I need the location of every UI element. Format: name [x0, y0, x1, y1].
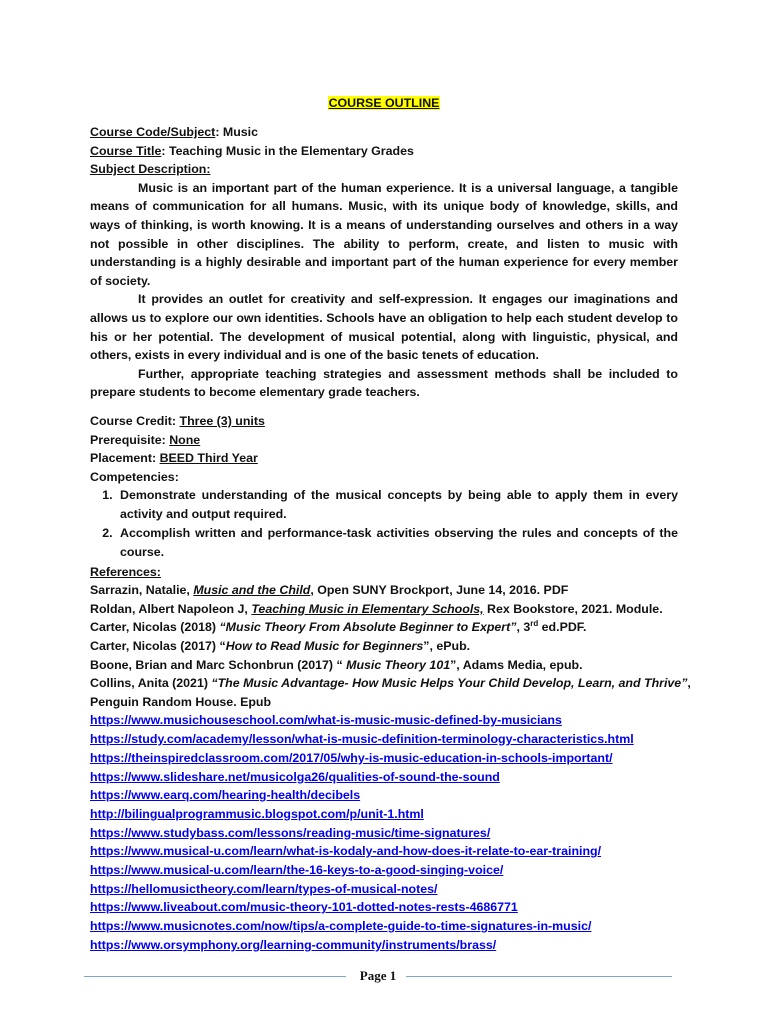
- description-paragraph-1: Music is an important part of the human experience. It is a universal language, a tangible means of communication for all humans. Music, with its unique body of knowledge, skills, and ways of thinking, is worth knowing. It is a means of understanding ourselves and others in a way not possible in other disciplines. The ability to perform, create, and listen to music with understanding is a highly desirable and important part of the human experience for every member of society.: [90, 180, 678, 288]
- subject-description-label: Subject Description:: [90, 162, 211, 177]
- reference-title: Music and the Child: [193, 583, 311, 598]
- reference-link[interactable]: https://theinspiredclassroom.com/2017/05/why-is-music-education-in-schools-important/: [90, 750, 613, 765]
- title-wrap: [90, 94, 678, 114]
- reference-link[interactable]: https://www.orsymphony.org/learning-community/instruments/brass/: [90, 937, 497, 952]
- course-title-line: [90, 142, 678, 161]
- reference-link[interactable]: https://www.liveabout.com/music-theory-101-dotted-notes-rests-4686771: [90, 900, 518, 915]
- course-title-value: : Teaching Music in the Elementary Grades: [161, 143, 414, 158]
- reference-author: Collins, Anita (2021): [90, 676, 212, 691]
- reference-link[interactable]: https://study.com/academy/lesson/what-is-music-definition-terminology-characteristics.html: [90, 732, 634, 747]
- reference-author: Carter, Nicolas (2018): [90, 620, 220, 635]
- references-label: References:: [90, 564, 161, 579]
- course-credit-value: Three (3) units: [179, 413, 265, 428]
- description-paragraph-2: It provides an outlet for creativity and self-expression. It engages our imaginations and allows us to explore our own identities. Schools have an obligation to help each student develop to his or her potential. The development of musical potential, along with linguistic, physical, and others, exists in every individual and is one of the basic tenets of education.: [90, 292, 678, 363]
- reference-item: [90, 674, 691, 693]
- reference-title: Teaching Music in Elementary Schools,: [251, 601, 484, 616]
- course-credit-line: [90, 412, 678, 431]
- reference-item-continued: Penguin Random House. Epub: [90, 694, 272, 709]
- competency-item: 1. Demonstrate understanding of the musical concepts by being able to apply them in every activity and output required.: [116, 486, 678, 523]
- reference-item: [90, 637, 678, 656]
- competencies-list: [90, 486, 678, 561]
- reference-item: [90, 600, 678, 619]
- footer-divider-right: [406, 976, 672, 977]
- reference-superscript: rd: [530, 619, 539, 629]
- course-title-label: Course Title: [90, 143, 162, 158]
- prerequisite-label: Prerequisite:: [90, 432, 170, 447]
- reference-item: [90, 581, 678, 600]
- reference-title: How to Read Music for Beginners: [225, 639, 424, 654]
- course-code-label: Course Code/Subject: [90, 125, 216, 139]
- placement-label: Placement:: [90, 451, 160, 466]
- course-code-line: [90, 123, 678, 142]
- reference-author: Carter, Nicolas (2017) “: [90, 639, 226, 654]
- reference-details: ”, ePub.: [423, 639, 471, 654]
- page-footer: [84, 966, 672, 988]
- reference-link[interactable]: https://www.musicnotes.com/now/tips/a-complete-guide-to-time-signatures-in-music/: [90, 919, 592, 934]
- placement-line: [90, 449, 678, 468]
- spacer: [90, 402, 678, 412]
- reference-link[interactable]: http://bilingualprogrammusic.blogspot.com/p/unit-1.html: [90, 806, 424, 821]
- reference-link[interactable]: https://www.studybass.com/lessons/reading-music/time-signatures/: [90, 825, 491, 840]
- reference-details: , Open SUNY Brockport, June 14, 2016. PDF: [310, 583, 569, 598]
- reference-details: , 3: [516, 620, 531, 635]
- reference-title: Music Theory 101: [346, 657, 451, 672]
- prerequisite-line: [90, 431, 678, 450]
- reference-author: Boone, Brian and Marc Schonbrun (2017) “: [90, 657, 347, 672]
- page-title: COURSE OUTLINE: [328, 96, 440, 110]
- reference-item: [90, 618, 678, 637]
- prerequisite-value: None: [169, 432, 201, 447]
- reference-details: ,: [687, 676, 691, 691]
- reference-author: Roldan, Albert Napoleon J,: [90, 601, 252, 616]
- reference-link[interactable]: https://www.earq.com/hearing-health/decibels: [90, 788, 361, 803]
- reference-details: ”, Adams Media, epub.: [450, 657, 583, 672]
- reference-title: “Music Theory From Absolute Beginner to Expert”: [219, 620, 517, 635]
- course-credit-label: Course Credit:: [90, 413, 180, 428]
- reference-link[interactable]: https://www.musichouseschool.com/what-is-music-music-defined-by-musicians: [90, 713, 562, 728]
- reference-details: Rex Bookstore, 2021. Module.: [483, 601, 663, 616]
- description-paragraph-3: Further, appropriate teaching strategies and assessment methods shall be included to prepare students to become elementary grade teachers.: [90, 366, 678, 400]
- reference-item: [90, 656, 678, 675]
- reference-link[interactable]: https://www.slideshare.net/musicolga26/qualities-of-sound-the-sound: [90, 769, 500, 784]
- document-page: [90, 94, 691, 955]
- reference-link[interactable]: https://www.musical-u.com/learn/the-16-keys-to-a-good-singing-voice/: [90, 863, 504, 878]
- reference-details: ed.PDF.: [538, 620, 587, 635]
- reference-author: Sarrazin, Natalie,: [90, 583, 194, 598]
- competencies-label: Competencies:: [90, 469, 179, 484]
- reference-title: “The Music Advantage- How Music Helps Your Child Develop, Learn, and Thrive”: [211, 676, 688, 691]
- competency-item: 2. Accomplish written and performance-task activities observing the rules and concepts of the course.: [116, 524, 678, 561]
- reference-link[interactable]: https://hellomusictheory.com/learn/types-of-musical-notes/: [90, 881, 438, 896]
- placement-value: BEED Third Year: [159, 451, 258, 466]
- course-code-value: : Music: [215, 125, 258, 139]
- reference-link[interactable]: https://www.musical-u.com/learn/what-is-kodaly-and-how-does-it-relate-to-ear-training/: [90, 844, 602, 859]
- page-number: Page 1: [359, 968, 397, 983]
